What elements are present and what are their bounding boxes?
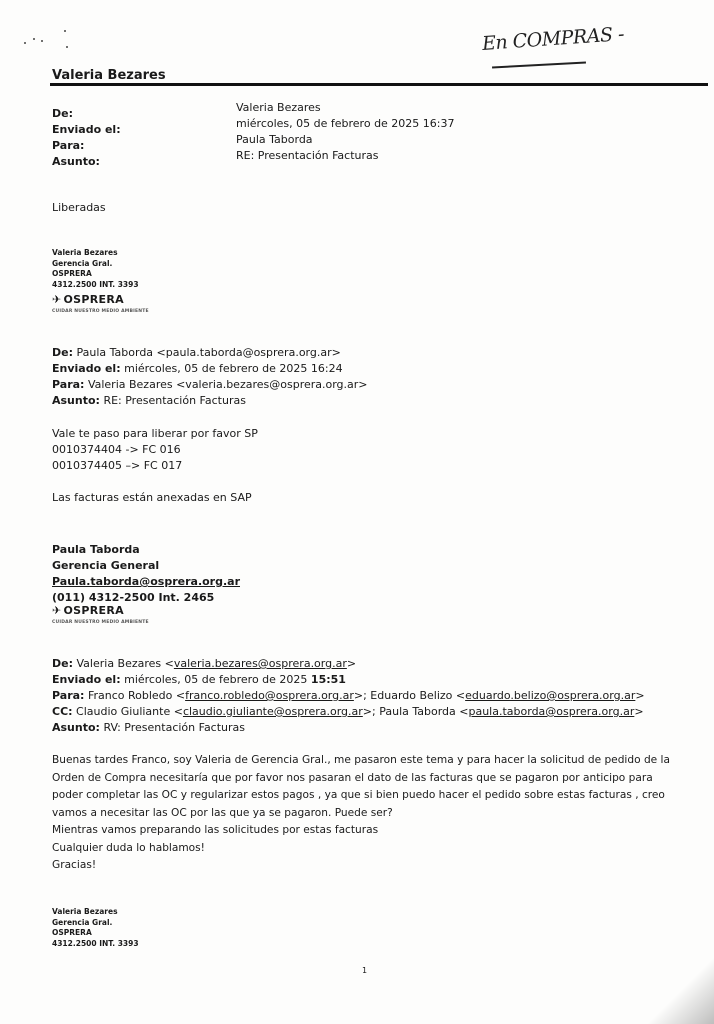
logo-icon: ✈ (52, 293, 62, 306)
signature-name: Valeria Bezares (52, 248, 118, 257)
logo-tagline-2: CUIDAR NUESTRO MEDIO AMBIENTE (52, 620, 149, 625)
logo-tagline: CUIDAR NUESTRO MEDIO AMBIENTE (52, 309, 149, 314)
header-subject-label: Asunto: (52, 155, 100, 168)
osprera-logo: ✈ OSPRERA (52, 293, 124, 306)
quote1-body-last: Las facturas están anexadas en SAP (52, 491, 252, 504)
scan-speck (24, 42, 26, 44)
signature2-dept: Gerencia General (52, 559, 160, 572)
signature-dept: Gerencia Gral. (52, 258, 113, 268)
handwritten-underline (492, 62, 586, 69)
quote1-body: Vale te paso para liberar por favor SP 0010374404 -> FC 016 0010374405 –> FC 017 (52, 427, 258, 472)
signature2-phone: (011) 4312-2500 Int. 2465 (52, 591, 215, 604)
page-number: 1 (362, 966, 368, 975)
quote2-to-email-link[interactable]: franco.robledo@osprera.org.ar (185, 689, 354, 702)
quote2-from-email-link[interactable]: valeria.bezares@osprera.org.ar (173, 657, 347, 670)
signature2-name: Paula Taborda (52, 543, 140, 556)
quote2-cc-email-link[interactable]: claudio.giuliante@osprera.org.ar (182, 705, 363, 718)
scan-speck (41, 40, 43, 42)
signature2-block (52, 542, 240, 606)
quote1-sent: miércoles, 05 de febrero de 2025 16:24 (124, 362, 343, 375)
quote1-subject: RE: Presentación Facturas (103, 394, 246, 407)
logo-icon: ✈ (52, 604, 62, 617)
header-from: Valeria Bezares (236, 101, 321, 114)
signature-block-3: Valeria Bezares Gerencia Gral. OSPRERA 4312.2500 INT. 3393 (52, 907, 139, 948)
quote2-body: Buenas tardes Franco, soy Valeria de Gerencia Gral., me pasaron este tema y para hacer la solicitud de pedido de la Orden de Compra necesitaría que por favor nos pasaran el dato de las facturas que se pagaron por anticipo para poder completar las OC y regularizar estos pagos , ya que si bien puedo hacer el pedido sobre estas facturas , creo vamos a necesitar las OC por las que ya se pagaron. Puede ser? Mientras vamos preparando las solicitudes por estas facturas Cualquier duda lo hablamos! Gracias! (52, 754, 670, 871)
handwritten-note: En COMPRAS - (481, 23, 625, 55)
quote2-header: De: Valeria Bezares <valeria.bezares@osprera.org.ar> Enviado el: miércoles, 05 de febrero de 2025 15:51 Para: Franco Robledo <franco.robledo@osprera.org.ar>; Eduardo Belizo <eduardo.belizo@osprera.org.ar> CC: Claudio Giuliante <claudio.giuliante@osprera.org.ar>; Paula Taborda <paula.taborda@osprera.org.ar> Asunto: RV: Presentación Facturas (52, 657, 645, 734)
quote1-from: Paula Taborda <paula.taborda@osprera.org.ar> (76, 346, 341, 359)
header-sent-label: Enviado el: (52, 123, 121, 136)
quote1-header: De: Paula Taborda <paula.taborda@osprera.org.ar> Enviado el: miércoles, 05 de febrero de 2025 16:24 Para: Valeria Bezares <valeria.bezares@osprera.org.ar> Asunto: RE: Presentación Facturas (52, 346, 368, 407)
scan-speck (33, 38, 35, 40)
top-rule (50, 83, 708, 86)
signature2-email-link[interactable]: Paula.taborda@osprera.org.ar (52, 575, 240, 588)
header-sent: miércoles, 05 de febrero de 2025 16:37 (236, 117, 455, 130)
quote2-to-email-link[interactable]: eduardo.belizo@osprera.org.ar (465, 689, 636, 702)
header-to: Paula Taborda (236, 133, 313, 146)
signature-phone: 4312.2500 INT. 3393 (52, 279, 139, 289)
message-body: Liberadas (52, 201, 106, 214)
scan-shadow (644, 944, 714, 1024)
header-subject: RE: Presentación Facturas (236, 149, 379, 162)
scan-speck (64, 30, 66, 32)
signature-org: OSPRERA (52, 269, 92, 278)
header-to-label: Para: (52, 139, 85, 152)
quote2-cc-email-link[interactable]: paula.taborda@osprera.org.ar (468, 705, 635, 718)
quote1-to: Valeria Bezares <valeria.bezares@osprera.org.ar> (87, 378, 368, 391)
header-from-label: De: (52, 107, 73, 120)
scan-speck (66, 46, 68, 48)
sender-name: Valeria Bezares (52, 68, 166, 83)
osprera-logo-2: ✈ OSPRERA (52, 604, 124, 617)
signature-block (52, 248, 139, 290)
